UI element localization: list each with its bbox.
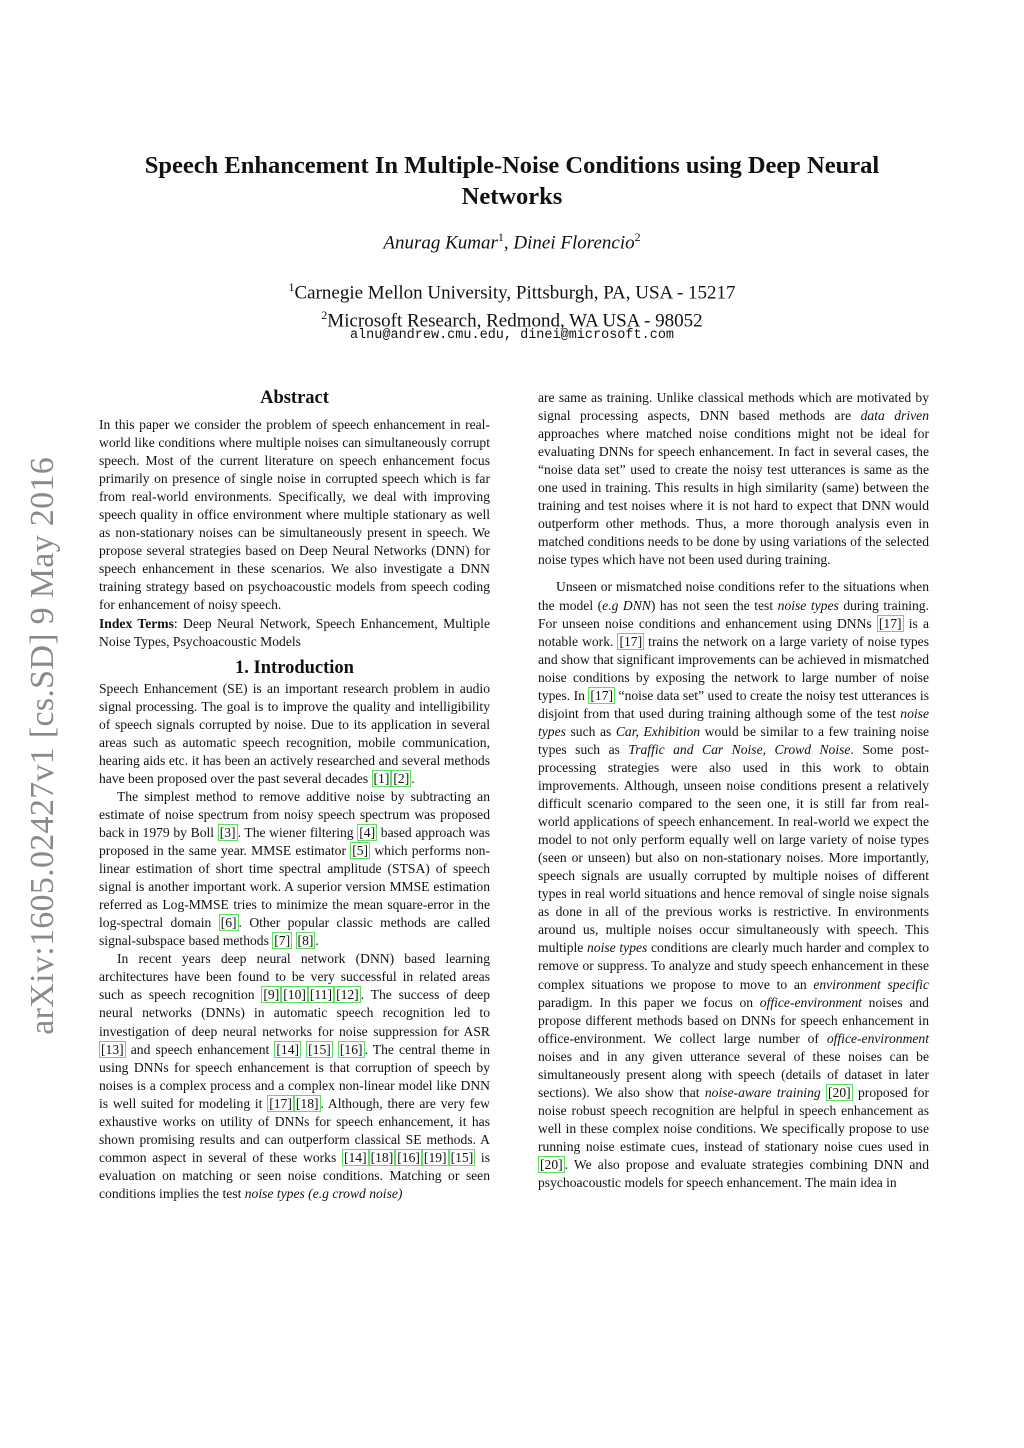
- intro-p3-text: is evaluation on matching or seen noise conditions. Matching or seen conditions implies the test: [99, 1149, 490, 1201]
- right-p2-text: . Some post-processing strategies were also used in this work to obtain improvements. Although, unseen noise conditions present a relatively difficult scenario compared to the seen one, it is still far from real-world applications of speech enhancement. In real-world we expect the model to not only perform equally well on large variety of noise types (seen or unseen) but also on non-stationary noises. More importantly, speech signals are usually corrupted by multiple noises of different types in real world situations and hence removal of single noise signals as done in all of the previous works is restrictive. In environments around us, multiple noises occur simultaneously with speech. This multiple: [538, 741, 929, 956]
- abstract-text: In this paper we consider the problem of speech enhancement in real-world like conditions where multiple noises can simultaneously corrupt speech. Most of the current literature on speech enhancement focus primarily on presence of single noise in corrupted speech which is far from real-world environments. Specifically, we deal with improving speech quality in office environment where multiple stationary as well as non-stationary noises can be simultaneously present in speech. We propose several strategies based on Deep Neural Networks (DNN) for speech enhancement in these scenarios. We also investigate a DNN training strategy based on psychoacoustic models from speech coding for enhancement of noisy speech.: [99, 417, 490, 613]
- intro-p3-text: and speech enhancement: [125, 1041, 275, 1057]
- right-p2-text: paradigm. In this paper we focus on: [538, 994, 760, 1010]
- right-p2-text: ) has not seen the test: [650, 597, 778, 613]
- intro-p2-end: .: [315, 933, 319, 949]
- intro-heading: 1. Introduction: [235, 657, 354, 678]
- right-p1-text: are same as training. Unlike classical methods which are motivated by signal processing aspects, DNN based methods are: [538, 390, 929, 424]
- arxiv-id-text: arXiv:1605.02427v1 [cs.SD] 9 May 2016: [24, 457, 61, 1035]
- citation-link[interactable]: [3]: [219, 824, 236, 840]
- left-column: [99, 386, 490, 1203]
- citation-link[interactable]: [13]: [101, 1041, 124, 1057]
- citation-link[interactable]: [18]: [295, 1095, 319, 1111]
- affiliations: [130, 276, 894, 333]
- affiliation-2-sup: 2: [321, 308, 328, 323]
- intro-p2-text: which performs non-linear estimation of short time spectral amplitude (STSA) of speech signal is another important work. A superior version MMSE estimation referred as Log-MMSE tries to minimize the mean square-error in the log-spectral domain: [99, 843, 490, 931]
- affiliation-1: [130, 276, 894, 304]
- intro-p3-text: In recent years deep neural network (DNN) based learning architectures have been found to be very successful in related areas such as speech recognition: [99, 951, 490, 1003]
- right-p2-italic: Car, Exhibition: [615, 723, 701, 739]
- index-terms-label: Index Terms: [99, 615, 174, 631]
- right-p2-italic: environment specific: [813, 976, 929, 992]
- citation-link[interactable]: [11]: [309, 987, 333, 1003]
- right-p2-italic: office-environment: [759, 994, 862, 1010]
- right-p1-text: approaches where matched noise conditions might not be ideal for evaluating DNNs for speech enhancement. In fact in several cases, the “noise data set” used to create the noisy test utterances is same as the one used in training. This results in high similarity (same) between the training and test noises where it is not hard to expect that DNN would outperform other methods. Thus, a more thorough analysis even in matched conditions needs to be done by using variations of the selected noise types which have not been used during training.: [538, 426, 929, 568]
- citation-link[interactable]: [14]: [343, 1149, 367, 1165]
- right-paragraph-2: [538, 578, 929, 1192]
- citation-link[interactable]: [17]: [269, 1095, 292, 1111]
- right-p2-text: would be similar to a few training noise types such as: [538, 723, 930, 757]
- citation-link[interactable]: [17]: [619, 633, 643, 649]
- citation-link[interactable]: [1]: [373, 770, 390, 786]
- citation-link[interactable]: [18]: [370, 1149, 394, 1165]
- right-p2-italic: noise types: [538, 705, 929, 739]
- affiliation-1-sup: 1: [288, 280, 295, 294]
- citation-link[interactable]: [15]: [308, 1041, 331, 1057]
- citation-link[interactable]: [12]: [336, 987, 359, 1003]
- intro-p2-text: based approach was proposed in the same year. MMSE estimator: [99, 824, 490, 859]
- citation-link[interactable]: [9]: [263, 987, 280, 1003]
- right-p2-text: “noise data set” used to create the noisy test utterances is disjoint from that used during training although some of the test: [538, 687, 930, 721]
- right-p2-italic: e.g DNN: [602, 597, 651, 613]
- arxiv-identifier: [18, 450, 68, 1042]
- authors: [130, 230, 894, 254]
- right-p2-text: trains the network on a large variety of noise types and show that significant improvements can be achieved in mismatched noise conditions by exposing the network to large number of noise types. In: [538, 633, 929, 703]
- intro-paragraph-3: [99, 950, 490, 1203]
- author-2-sup: 2: [634, 230, 641, 244]
- right-p2-text: noises and in any given utterance several of these noises can be simultaneously present along with speech (details of dataset in later sections). We also show that: [538, 1048, 929, 1100]
- citation-link[interactable]: [2]: [393, 770, 410, 786]
- right-p2-italic: noise-aware training: [704, 1084, 821, 1100]
- citation-link[interactable]: [14]: [276, 1041, 300, 1057]
- citation-link[interactable]: [5]: [352, 843, 369, 859]
- citation-link[interactable]: [20]: [828, 1084, 851, 1100]
- citation-link[interactable]: [10]: [283, 987, 306, 1003]
- intro-p2-text: The simplest method to remove additive noise by subtracting an estimate of noise spectrum from noisy speech spectrum was proposed back in 1979 by Boll: [99, 788, 490, 840]
- right-paragraph-1: [538, 389, 929, 569]
- intro-p3-italic: noise types (e.g crowd noise): [244, 1185, 403, 1201]
- intro-p2-text: . The wiener filtering: [237, 824, 358, 840]
- citation-link[interactable]: [19]: [423, 1149, 447, 1165]
- affiliation-1-text: Carnegie Mellon University, Pittsburgh, PA, USA - 15217: [294, 282, 736, 304]
- right-p2-italic: office-environment: [826, 1030, 929, 1046]
- citation-link[interactable]: [6]: [220, 915, 237, 931]
- paper-title: Speech Enhancement In Multiple-Noise Conditions using Deep Neural Networks: [144, 152, 880, 210]
- author-separator: ,: [503, 232, 514, 254]
- right-p2-text: is a notable work.: [538, 615, 929, 649]
- citation-link[interactable]: [7]: [274, 933, 291, 949]
- author-1: Anurag Kumar: [383, 232, 498, 254]
- author-2: Dinei Florencio: [513, 232, 635, 254]
- intro-p3-text: . The success of deep neural networks (DNNs) in automatic speech recognition led to investigation of deep neural networks for noise suppression for ASR: [99, 987, 491, 1039]
- author-1-sup: 1: [497, 230, 504, 244]
- author-emails: alnu@andrew.cmu.edu, dinei@microsoft.com: [349, 328, 675, 343]
- right-p2-italic: noise types: [587, 940, 648, 956]
- right-p2-text: noises and propose different methods based on DNNs for speech enhancement in office-environment. We collect large number of: [538, 994, 929, 1046]
- intro-p2-text: . Other popular classic methods are called signal-subspace based methods: [99, 915, 490, 949]
- intro-p3-text: . The central theme in using DNNs for speech enhancement is that corruption of speech by noises is a complex process and a complex non-linear model like DNN is well suited for modeling it: [99, 1041, 491, 1111]
- citation-link[interactable]: [17]: [878, 615, 902, 631]
- intro-paragraph-2: [99, 788, 490, 950]
- right-p2-italic: noise types: [777, 597, 839, 613]
- right-p2-text: proposed for noise robust speech recognition are helpful in speech enhancement as well in these complex noise conditions. We specifically propose to use running noise estimate cues, instead of stationary noise cues used in: [538, 1084, 929, 1154]
- index-terms-text: : Deep Neural Network, Speech Enhancement, Multiple Noise Types, Psychoacoustic Models: [99, 615, 490, 649]
- intro-p3-text: . Although, there are very few exhaustive works on utility of DNNs for speech enhancement, it has shown promising results and can outperform classical SE methods. A common aspect in several of these works: [99, 1095, 490, 1165]
- citation-link[interactable]: [16]: [397, 1149, 420, 1165]
- citation-link[interactable]: [16]: [339, 1041, 363, 1057]
- abstract-heading: Abstract: [260, 388, 329, 408]
- citation-link[interactable]: [15]: [450, 1149, 474, 1165]
- intro-p1-text: Speech Enhancement (SE) is an important research problem in audio signal processing. The goal is to improve the quality and intelligibility of speech signals corrupted by noise. Due to its application in several areas such as automatic speech recognition, mobile communication, hearing aids etc. it has been an actively researched and several methods have been proposed over the past several decades: [99, 680, 490, 786]
- affiliation-2-text: Microsoft Research, Redmond, WA USA - 98052: [327, 310, 703, 332]
- index-terms: [99, 615, 490, 651]
- right-p1-italic: data driven: [860, 408, 929, 424]
- right-p2-text: . We also propose and evaluate strategies combining DNN and psychoacoustic models for speech enhancement. The main idea in: [538, 1156, 929, 1191]
- right-column: [538, 389, 929, 1192]
- citation-link[interactable]: [20]: [540, 1156, 563, 1172]
- intro-p1-end: .: [411, 770, 415, 786]
- citation-link[interactable]: [4]: [359, 824, 376, 840]
- right-p2-text: during training. For unseen noise conditions and enhancement using DNNs: [538, 597, 930, 631]
- citation-link[interactable]: [17]: [590, 687, 614, 703]
- citation-link[interactable]: [8]: [297, 933, 314, 949]
- right-p2-text: conditions are clearly much harder and complex to remove or suppress. To analyze and study speech enhancement in these complex situations we propose to move to an: [538, 940, 929, 992]
- right-p2-text: Unseen or mismatched noise conditions refer to the situations when the model (: [538, 579, 929, 613]
- intro-paragraph-1: [99, 680, 490, 788]
- right-p2-italic: Traffic and Car Noise, Crowd Noise: [628, 741, 851, 757]
- right-p2-text: such as: [565, 723, 616, 739]
